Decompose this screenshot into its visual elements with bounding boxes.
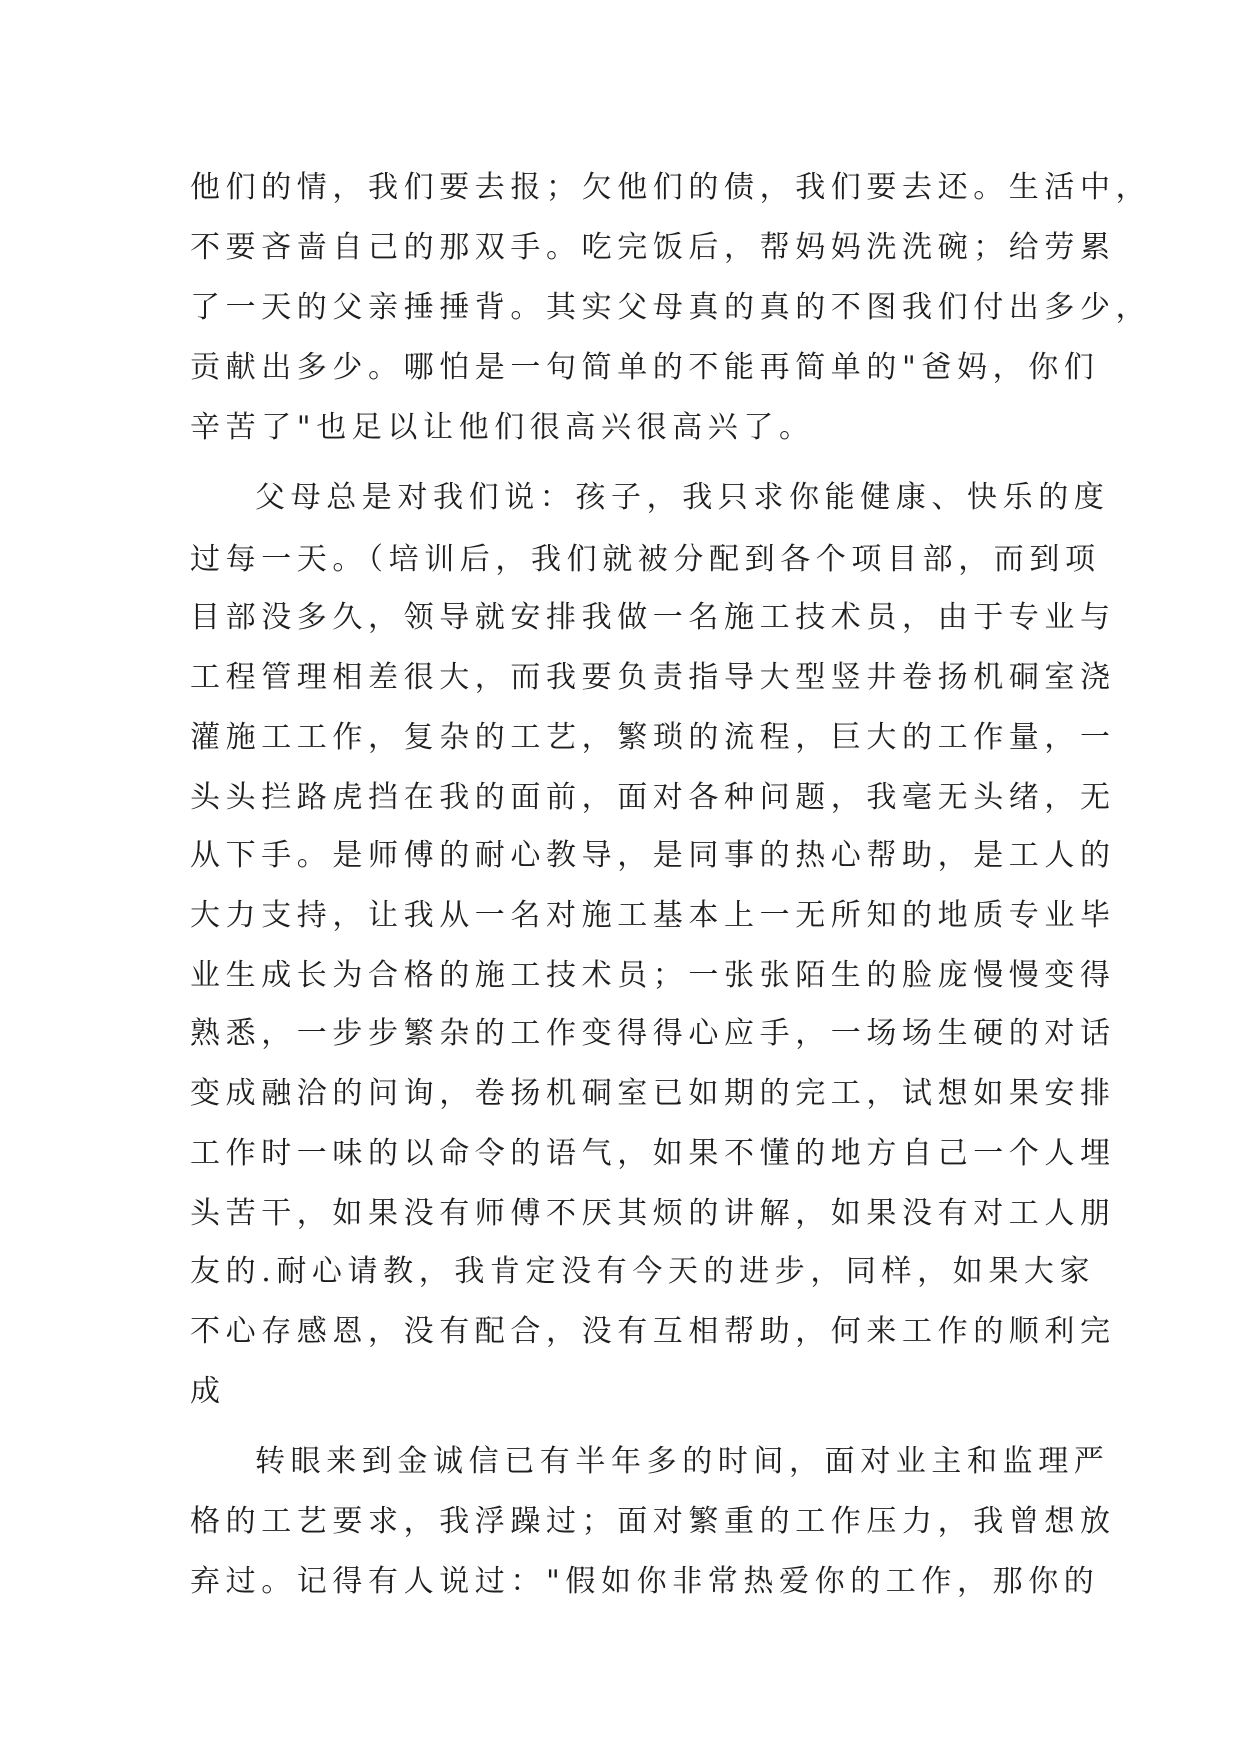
text-line: 工作时一味的以命令的语气，如果不懂的地方自己一个人埋 (190, 1136, 1116, 1171)
text-line: 过每一天。（培训后，我们就被分配到各个项目部，而到项 (190, 542, 1101, 577)
text-line: 辛苦了"也足以让他们很高兴很高兴了。 (190, 410, 815, 445)
text-line: 弃过。记得有人说过："假如你非常热爱你的工作，那你的 (190, 1564, 1100, 1599)
text-line: 目部没多久，领导就安排我做一名施工技术员，由于专业与 (190, 600, 1116, 635)
text-line: 了一天的父亲捶捶背。其实父母真的真的不图我们付出多少， (190, 290, 1152, 325)
text-line: 变成融洽的问询，卷扬机硐室已如期的完工，试想如果安排 (190, 1076, 1116, 1111)
text-line: 工程管理相差很大，而我要负责指导大型竖井卷扬机硐室浇 (190, 660, 1116, 695)
text-line: 不要吝啬自己的那双手。吃完饭后，帮妈妈洗洗碗；给劳累 (190, 230, 1116, 265)
text-line: 熟悉，一步步繁杂的工作变得得心应手，一场场生硬的对话 (190, 1016, 1116, 1051)
paragraph-start: 转眼来到金诚信已有半年多的时间，面对业主和监理严 (255, 1444, 1110, 1479)
text-line: 灌施工工作，复杂的工艺，繁琐的流程，巨大的工作量，一 (190, 720, 1116, 755)
text-line: 他们的情，我们要去报；欠他们的债，我们要去还。生活中， (190, 170, 1152, 205)
text-line: 友的.耐心请教，我肯定没有今天的进步，同样，如果大家 (190, 1254, 1096, 1289)
text-line: 头苦干，如果没有师傅不厌其烦的讲解，如果没有对工人朋 (190, 1196, 1116, 1231)
text-line: 业生成长为合格的施工技术员；一张张陌生的脸庞慢慢变得 (190, 958, 1116, 993)
text-line: 格的工艺要求，我浮躁过；面对繁重的工作压力，我曾想放 (190, 1504, 1116, 1539)
text-line: 从下手。是师傅的耐心教导，是同事的热心帮助，是工人的 (190, 838, 1116, 873)
text-line: 成 (190, 1374, 226, 1409)
text-line: 不心存感恩，没有配合，没有互相帮助，何来工作的顺利完 (190, 1314, 1116, 1349)
text-line: 头头拦路虎挡在我的面前，面对各种问题，我毫无头绪，无 (190, 780, 1116, 815)
text-line: 大力支持，让我从一名对施工基本上一无所知的地质专业毕 (190, 898, 1116, 933)
text-line: 贡献出多少。哪怕是一句简单的不能再简单的"爸妈，你们 (190, 350, 1100, 385)
paragraph-start: 父母总是对我们说：孩子，我只求你能健康、快乐的度 (255, 480, 1110, 515)
